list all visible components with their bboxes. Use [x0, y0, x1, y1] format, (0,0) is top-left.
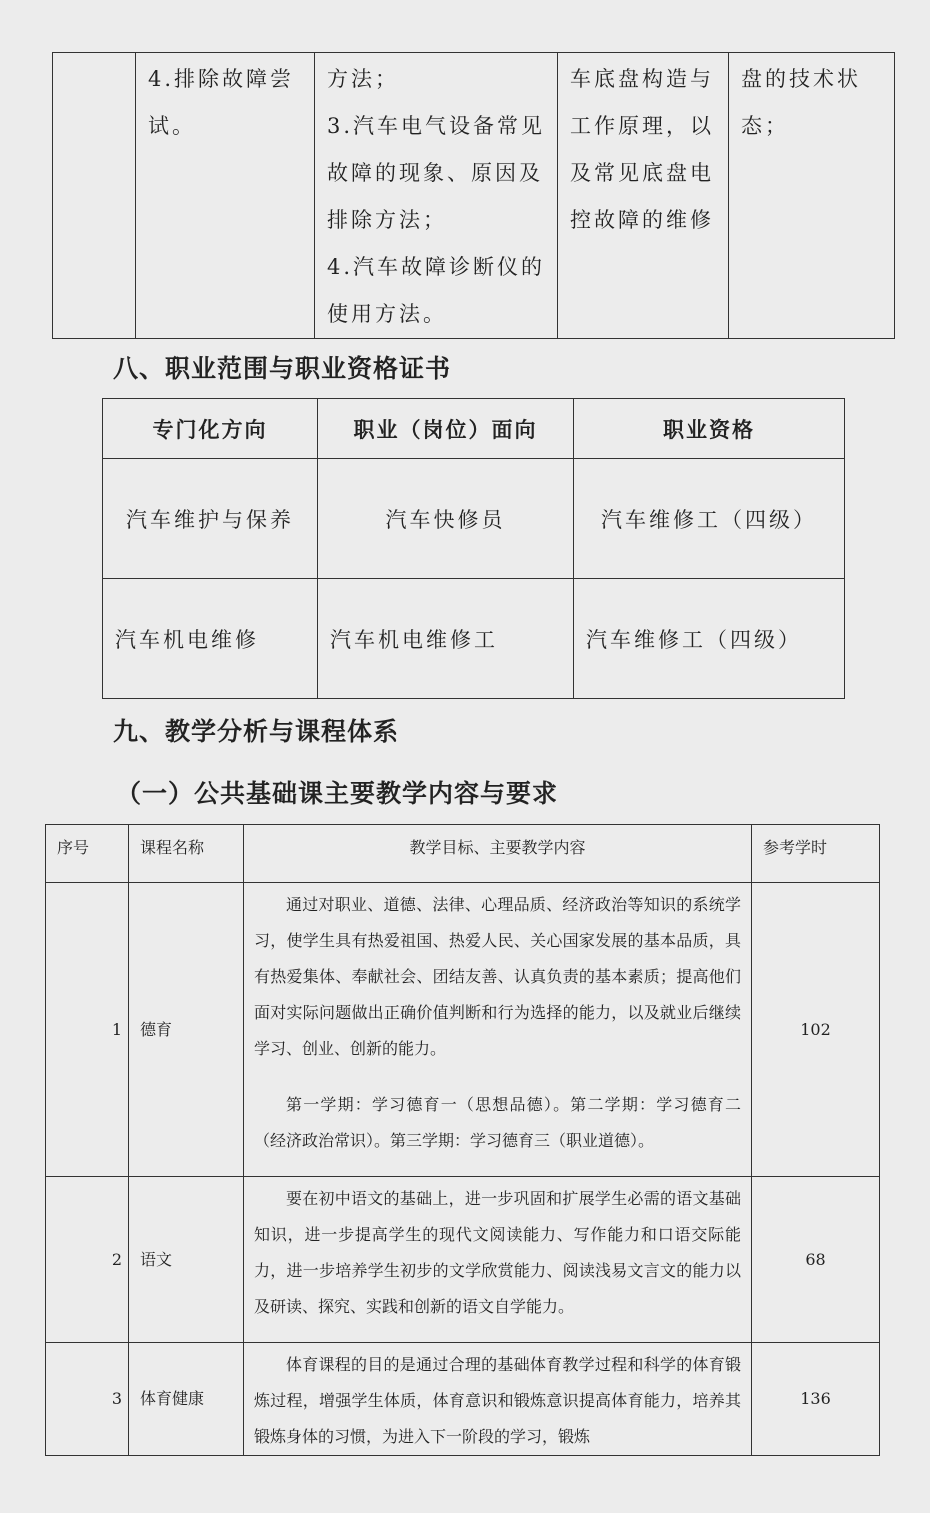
course-name: 语文 [129, 1177, 244, 1343]
table-row [53, 53, 895, 339]
course-name: 体育健康 [129, 1343, 244, 1456]
course-content [244, 1177, 752, 1343]
course-hours: 102 [752, 883, 880, 1177]
column-header: 参考学时 [752, 825, 880, 883]
table-row [46, 1177, 880, 1343]
content-paragraph: 第一学期：学习德育一（思想品德）。第二学期：学习德育二（经济政治常识）。第三学期：学习德育三（职业道德）。 [254, 1095, 741, 1150]
table-header-row [103, 399, 845, 459]
section-heading: 九、教学分析与课程体系 [113, 717, 400, 746]
table-cell: 汽车维修工（四级） [574, 459, 845, 579]
table-row [46, 1343, 880, 1456]
table-cell: 车底盘构造与工作原理，以及常见底盘电控故障的维修 [558, 53, 729, 339]
row-number: 1 [46, 883, 129, 1177]
course-content [244, 883, 752, 1177]
section-heading: 八、职业范围与职业资格证书 [113, 354, 452, 383]
table-cell: 汽车机电维修 [103, 579, 318, 699]
column-header: 教学目标、主要教学内容 [244, 825, 752, 883]
course-hours: 68 [752, 1177, 880, 1343]
occupation-table [102, 398, 845, 699]
table-cell: 盘的技术状态； [729, 53, 895, 339]
content-paragraph: 体育课程的目的是通过合理的基础体育教学过程和科学的体育锻炼过程，增强学生体质，体育意识和锻炼意识提高体育能力，培养其锻炼身体的习惯，为进入下一阶段的学习，锻炼 [254, 1355, 741, 1446]
continuation-table [52, 52, 895, 339]
row-number: 2 [46, 1177, 129, 1343]
table-cell-empty [53, 53, 136, 339]
row-number: 3 [46, 1343, 129, 1456]
column-header: 职业资格 [574, 399, 845, 459]
table-cell: 汽车维护与保养 [103, 459, 318, 579]
course-content [244, 1343, 752, 1456]
column-header: 职业（岗位）面向 [318, 399, 574, 459]
table-cell: 方法； 3.汽车电气设备常见故障的现象、原因及排除方法； 4.汽车故障诊断仪的使用方法。 [315, 53, 558, 339]
table-row [46, 883, 880, 1177]
table-row [103, 579, 845, 699]
course-table [45, 824, 880, 1456]
table-cell: 4.排除故障尝试。 [136, 53, 315, 339]
column-header: 序号 [46, 825, 129, 883]
course-name: 德育 [129, 883, 244, 1177]
subsection-heading: （一）公共基础课主要教学内容与要求 [116, 779, 559, 808]
column-header: 课程名称 [129, 825, 244, 883]
table-cell: 汽车维修工（四级） [574, 579, 845, 699]
table-row [103, 459, 845, 579]
table-header-row [46, 825, 880, 883]
course-hours: 136 [752, 1343, 880, 1456]
content-paragraph: 通过对职业、道德、法律、心理品质、经济政治等知识的系统学习，使学生具有热爱祖国、热爱人民、关心国家发展的基本品质，具有热爱集体、奉献社会、团结友善、认真负责的基本素质；提高他们面对实际问题做出正确价值判断和行为选择的能力，以及就业后继续学习、创业、创新的能力。 [254, 895, 741, 1058]
table-cell: 汽车快修员 [318, 459, 574, 579]
table-cell: 汽车机电维修工 [318, 579, 574, 699]
column-header: 专门化方向 [103, 399, 318, 459]
content-paragraph: 要在初中语文的基础上，进一步巩固和扩展学生必需的语文基础知识，进一步提高学生的现代文阅读能力、写作能力和口语交际能力，进一步培养学生初步的文学欣赏能力、阅读浅易文言文的能力以及研读、探究、实践和创新的语文自学能力。 [254, 1189, 741, 1316]
